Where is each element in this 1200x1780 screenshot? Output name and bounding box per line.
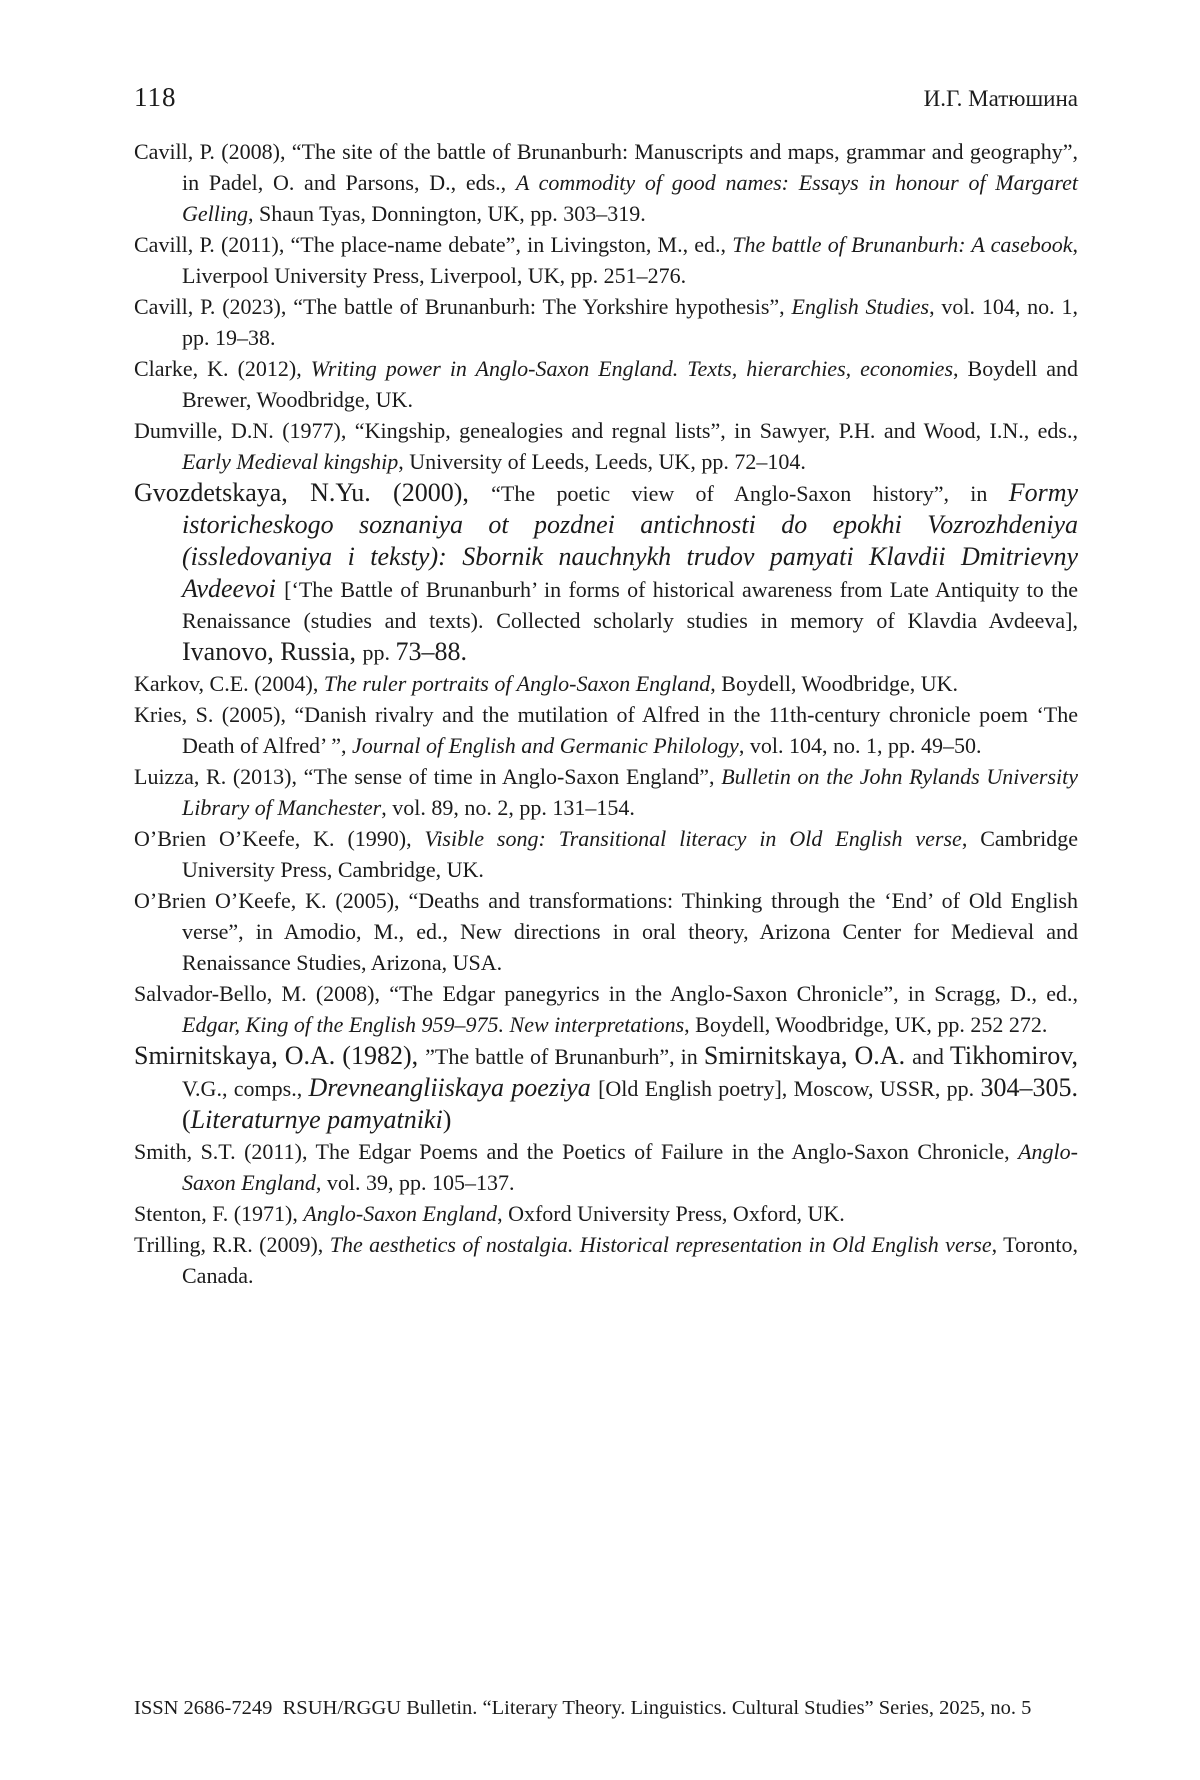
reference-segment: 304–305. (	[182, 1073, 1078, 1134]
reference-segment: , Boydell and Brewer, Woodbridge, UK.	[182, 356, 1078, 412]
reference-item	[134, 978, 1078, 1040]
reference-segment: “The poetic view of Anglo-Saxon history”, in	[491, 481, 1009, 506]
reference-segment: , vol. 104, no. 1, pp. 19–38.	[182, 294, 1079, 350]
reference-segment: Tikhomirov,	[949, 1041, 1078, 1070]
reference-segment: Visible song: Transitional literacy in Old English verse	[424, 826, 962, 851]
reference-item	[134, 1136, 1078, 1198]
reference-segment: The ruler portraits of Anglo-Saxon England	[323, 671, 711, 696]
reference-segment: Smith, S.T. (2011), The Edgar Poems and the Poetics of Failure in the Anglo-Saxon Chronicle,	[134, 1139, 1019, 1164]
reference-item	[134, 1229, 1078, 1291]
reference-item	[134, 291, 1078, 353]
reference-item	[134, 885, 1078, 978]
reference-segment: , vol. 89, no. 2, pp. 131–154.	[381, 795, 635, 820]
reference-segment: Kries, S. (2005), “Danish rivalry and the mutilation of Alfred in the 11th-century chronicle poem ‘The Death of Alfred’ ”,	[134, 702, 1078, 758]
reference-item	[134, 1040, 1078, 1136]
reference-segment: Smirnitskaya, O.A. (1982),	[134, 1041, 426, 1070]
reference-segment: , Boydell, Woodbridge, UK.	[710, 671, 959, 696]
reference-item	[134, 136, 1078, 229]
reference-item	[134, 699, 1078, 761]
reference-segment: A commodity of good names: Essays in honour of Margaret Gelling	[182, 170, 1079, 226]
reference-segment: Smirnitskaya, O.A.	[703, 1041, 913, 1070]
reference-segment: Clarke, K. (2012),	[134, 356, 311, 381]
reference-item	[134, 229, 1078, 291]
reference-segment: , Boydell, Woodbridge, UK, pp. 252 272.	[684, 1012, 1048, 1037]
reference-segment: Journal of English and Germanic Philology	[352, 733, 739, 758]
reference-item	[134, 415, 1078, 477]
reference-segment: Cavill, P. (2023), “The battle of Brunanburh: The Yorkshire hypothesis”,	[134, 294, 792, 319]
reference-segment: O’Brien O’Keefe, K. (1990),	[134, 826, 425, 851]
reference-segment: , Oxford University Press, Oxford, UK.	[497, 1201, 845, 1226]
author-running-head: И.Г. Матюшина	[923, 86, 1078, 111]
reference-segment: Salvador-Bello, M. (2008), “The Edgar panegyrics in the Anglo-Saxon Chronicle”, in Scragg, D., ed.,	[134, 981, 1078, 1006]
reference-segment: Drevneangliiskaya poeziya	[308, 1073, 599, 1102]
reference-segment: , Cambridge University Press, Cambridge, UK.	[182, 826, 1078, 882]
page-header	[134, 82, 1078, 113]
reference-item	[134, 353, 1078, 415]
reference-item	[134, 1198, 1078, 1229]
reference-segment: Trilling, R.R. (2009),	[134, 1232, 330, 1257]
reference-segment: Ivanovo, Russia,	[182, 637, 363, 666]
reference-segment: , University of Leeds, Leeds, UK, pp. 72–104.	[398, 449, 806, 474]
reference-item	[134, 823, 1078, 885]
reference-segment: , vol. 39, pp. 105–137.	[315, 1170, 515, 1195]
reference-segment: [‘The Battle of Brunanburh’ in forms of historical awareness from Late Antiquity to the Renaissance (studies and texts). Collected scholarly studies in memory of Klavdia Avdeeva],	[182, 577, 1078, 633]
page-footer	[134, 1695, 1090, 1721]
reference-item	[134, 761, 1078, 823]
reference-segment: Stenton, F. (1971),	[134, 1201, 304, 1226]
reference-segment: )	[442, 1105, 452, 1134]
reference-segment: , Shaun Tyas, Donnington, UK, pp. 303–319.	[248, 201, 646, 226]
reference-segment: Early Medieval kingship	[182, 449, 399, 474]
references-list	[134, 136, 1078, 1291]
reference-segment: The battle of Brunanburh: A casebook	[732, 232, 1073, 257]
reference-segment: Karkov, C.E. (2004),	[134, 671, 324, 696]
page-number: 118	[134, 82, 177, 112]
reference-segment: , Liverpool University Press, Liverpool, UK, pp. 251–276.	[182, 232, 1079, 288]
reference-segment: V.G., comps.,	[182, 1076, 309, 1101]
reference-segment: ”The battle of Brunanburh”, in	[425, 1044, 704, 1069]
reference-segment: English Studies	[791, 294, 930, 319]
reference-segment: Cavill, P. (2011), “The place-name debate”, in Livingston, M., ed.,	[134, 232, 733, 257]
reference-segment: [Old English poetry], Moscow, USSR, pp.	[598, 1076, 981, 1101]
reference-segment: and	[912, 1044, 950, 1069]
reference-segment: , vol. 104, no. 1, pp. 49–50.	[738, 733, 982, 758]
reference-segment: Formy istoricheskogo soznaniya ot pozdnei antichnosti do epokhi Vozrozhdeniya (issledovaniya i teksty): Sbornik nauchnykh trudov pamyati Klavdii Dmitrievny Avdeevoi	[182, 478, 1079, 603]
reference-segment: Dumville, D.N. (1977), “Kingship, genealogies and regnal lists”, in Sawyer, P.H. and Wood, I.N., eds.,	[134, 418, 1078, 443]
reference-segment: Gvozdetskaya, N.Yu. (2000),	[134, 478, 492, 507]
reference-item	[134, 668, 1078, 699]
reference-segment: Luizza, R. (2013), “The sense of time in Anglo-Saxon England”,	[134, 764, 722, 789]
reference-segment: Anglo-Saxon England	[182, 1139, 1078, 1195]
reference-segment: Cavill, P. (2008), “The site of the battle of Brunanburh: Manuscripts and maps, grammar and geography”, in Padel, O. and Parsons, D., eds.,	[134, 139, 1078, 195]
reference-segment: The aesthetics of nostalgia. Historical representation in Old English verse	[329, 1232, 992, 1257]
reference-segment: Edgar, King of the English 959–975. New interpretations	[182, 1012, 685, 1037]
footer-line: ISSN 2686-7249 RSUH/RGGU Bulletin. “Literary Theory. Linguistics. Cultural Studies” Series, 2025, no. 5	[134, 1697, 1032, 1719]
reference-segment: Anglo-Saxon England	[303, 1201, 498, 1226]
reference-segment: Writing power in Anglo-Saxon England. Texts, hierarchies, economies	[310, 356, 954, 381]
reference-segment: Bulletin on the John Rylands University Library of Manchester	[182, 764, 1078, 820]
reference-item	[134, 477, 1078, 668]
reference-segment: , Toronto, Canada.	[182, 1232, 1078, 1288]
reference-segment: O’Brien O’Keefe, K. (2005), “Deaths and transformations: Thinking through the ‘End’ of Old English verse”, in Amodio, M., ed., New directions in oral theory, Arizona Center for Medieval and Renaissance Studies, Arizona, USA.	[134, 888, 1078, 975]
reference-segment: Literaturnye pamyatniki	[190, 1105, 443, 1134]
reference-segment: 73–88.	[395, 637, 468, 666]
reference-segment: pp.	[362, 640, 396, 665]
